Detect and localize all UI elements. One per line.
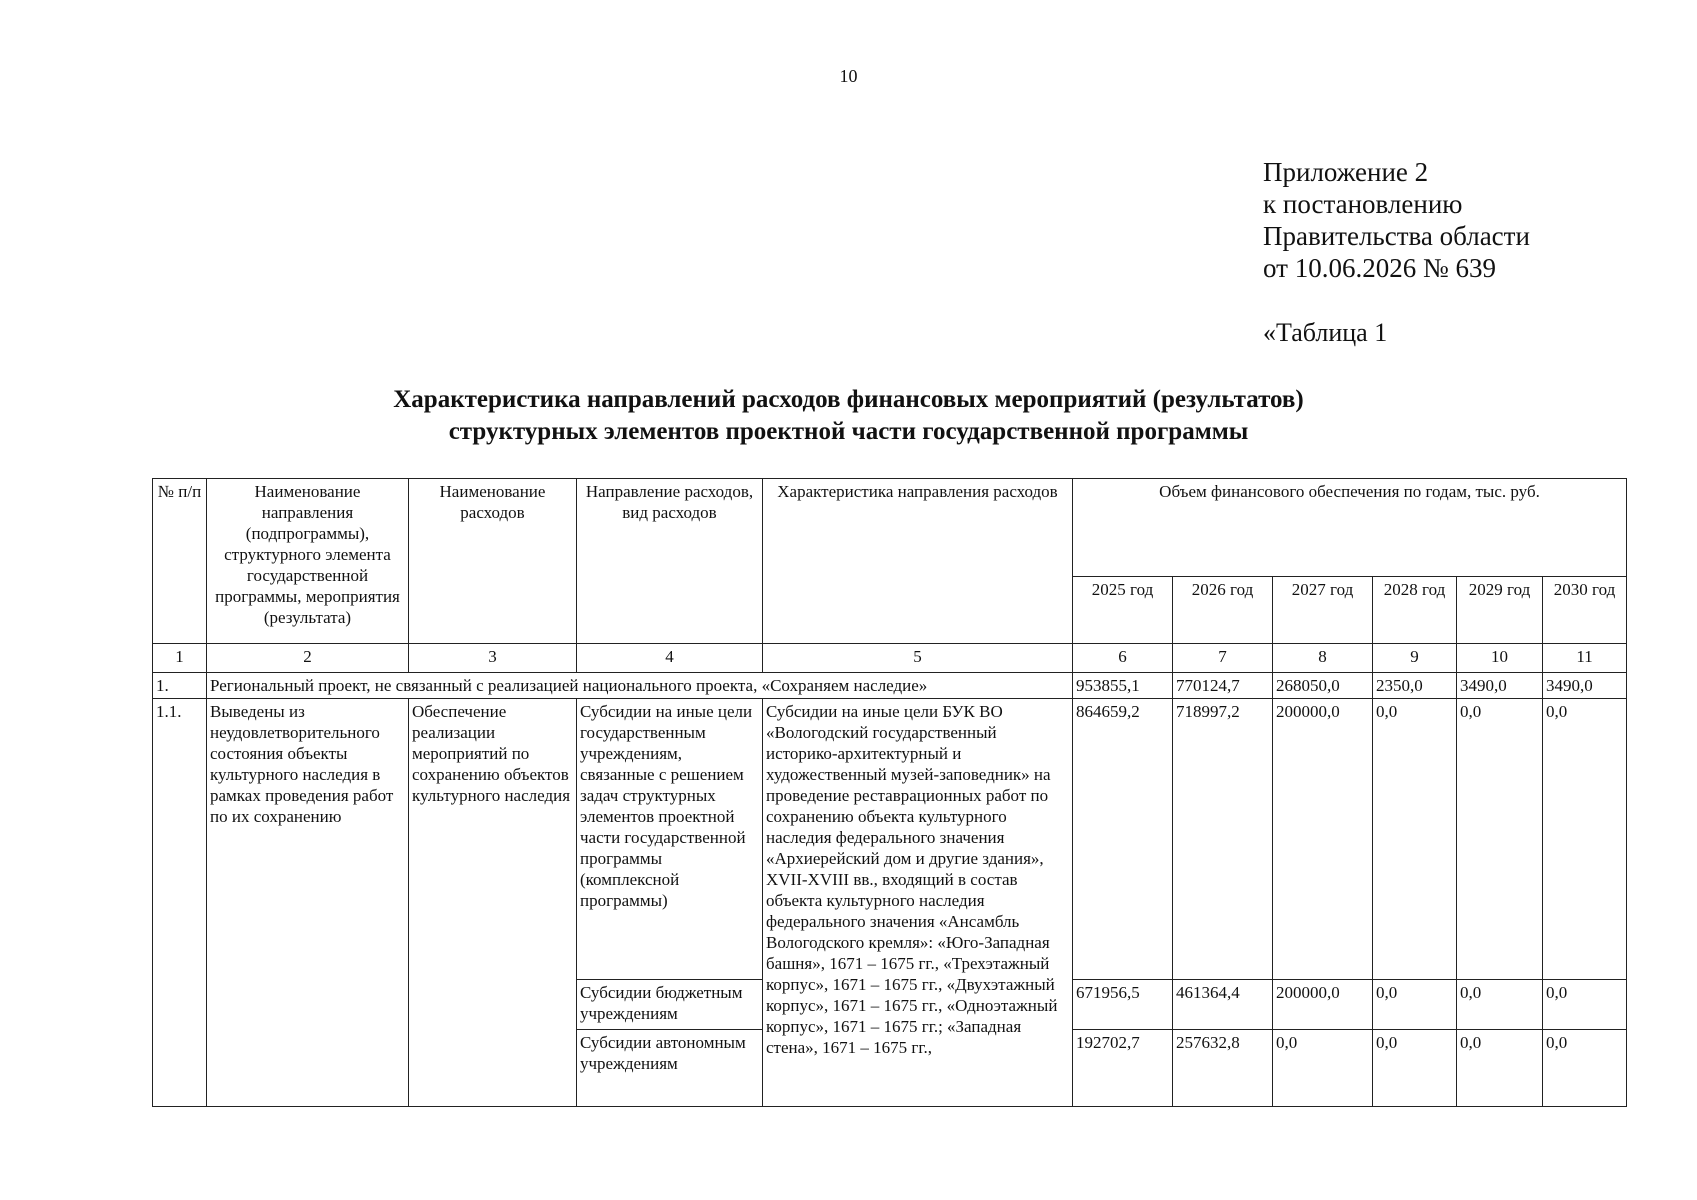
value-cell: 770124,7 — [1173, 673, 1273, 699]
project-name: Региональный проект, не связанный с реализацией национального проекта, «Сохраняем наследие» — [207, 673, 1073, 699]
expense-direction: Субсидии бюджетным учреждениям — [577, 980, 763, 1030]
page-number: 10 — [839, 66, 858, 86]
header-expense-direction: Направление расходов, вид расходов — [577, 479, 763, 644]
column-number: 9 — [1373, 644, 1457, 673]
title-line: структурных элементов проектной части государственной программы — [448, 418, 1249, 445]
value-cell: 718997,2 — [1173, 699, 1273, 980]
column-number: 1 — [153, 644, 207, 673]
value-cell: 0,0 — [1457, 980, 1543, 1030]
value-cell: 200000,0 — [1273, 699, 1373, 980]
column-number: 10 — [1457, 644, 1543, 673]
row-num: 1. — [153, 673, 207, 699]
column-number: 4 — [577, 644, 763, 673]
column-number: 8 — [1273, 644, 1373, 673]
header-expense-name: Наименование расходов — [409, 479, 577, 644]
header-year: 2026 год — [1173, 576, 1273, 643]
value-cell: 192702,7 — [1073, 1030, 1173, 1107]
value-cell: 0,0 — [1373, 1030, 1457, 1107]
value-cell: 0,0 — [1543, 1030, 1627, 1107]
direction-name: Выведены из неудовлетворительного состояния объекты культурного наследия в рамках проведения работ по их сохранению — [207, 699, 409, 1107]
row-num: 1.1. — [153, 699, 207, 1107]
header-year: 2025 год — [1073, 576, 1173, 643]
appendix-line: Правительства области — [1263, 221, 1530, 251]
document-title — [0, 384, 1697, 448]
value-cell: 268050,0 — [1273, 673, 1373, 699]
column-number: 11 — [1543, 644, 1627, 673]
value-cell: 0,0 — [1457, 699, 1543, 980]
header-year: 2027 год — [1273, 576, 1373, 643]
header-num: № п/п — [153, 479, 207, 644]
value-cell: 953855,1 — [1073, 673, 1173, 699]
header-direction-name: Наименование направления (подпрограммы), структурного элемента государственной программы, мероприятия (результата) — [207, 479, 409, 644]
value-cell: 2350,0 — [1373, 673, 1457, 699]
column-number: 6 — [1073, 644, 1173, 673]
value-cell: 200000,0 — [1273, 980, 1373, 1030]
header-funding: Объем финансового обеспечения по годам, тыс. руб. — [1073, 479, 1627, 577]
header-year: 2029 год — [1457, 576, 1543, 643]
value-cell: 0,0 — [1373, 699, 1457, 980]
value-cell: 671956,5 — [1073, 980, 1173, 1030]
column-number: 5 — [763, 644, 1073, 673]
table-row — [153, 673, 1627, 699]
value-cell: 864659,2 — [1073, 699, 1173, 980]
value-cell: 0,0 — [1273, 1030, 1373, 1107]
appendix-line: к постановлению — [1263, 189, 1463, 219]
header-year: 2030 год — [1543, 576, 1627, 643]
value-cell: 0,0 — [1543, 980, 1627, 1030]
value-cell: 0,0 — [1457, 1030, 1543, 1107]
title-line: Характеристика направлений расходов финансовых мероприятий (результатов) — [393, 386, 1304, 413]
expense-name: Обеспечение реализации мероприятий по сохранению объектов культурного наследия — [409, 699, 577, 1107]
value-cell: 461364,4 — [1173, 980, 1273, 1030]
header-year: 2028 год — [1373, 576, 1457, 643]
header-characteristic: Характеристика направления расходов — [763, 479, 1073, 644]
expense-direction: Субсидии автономным учреждениям — [577, 1030, 763, 1107]
appendix-line: от 10.06.2026 № 639 — [1263, 253, 1496, 283]
table-label: «Таблица 1 — [1263, 318, 1388, 347]
expense-direction: Субсидии на иные цели государственным учреждениям, связанные с решением задач структурных элементов проектной части государственной программы (комплексной программы) — [577, 699, 763, 980]
column-number: 3 — [409, 644, 577, 673]
appendix-block — [1263, 156, 1530, 284]
funding-table — [152, 478, 1627, 1107]
appendix-line: Приложение 2 — [1263, 157, 1429, 187]
value-cell: 0,0 — [1543, 699, 1627, 980]
table-row — [153, 699, 1627, 980]
value-cell: 0,0 — [1373, 980, 1457, 1030]
value-cell: 257632,8 — [1173, 1030, 1273, 1107]
column-number: 7 — [1173, 644, 1273, 673]
column-number: 2 — [207, 644, 409, 673]
value-cell: 3490,0 — [1543, 673, 1627, 699]
characteristic: Субсидии на иные цели БУК ВО «Вологодский государственный историко-архитектурный и художественный музей-заповедник» на проведение реставрационных работ по сохранению объекта культурного наследия федерального значения «Архиерейский дом и другие здания», XVII-XVIII вв., входящий в состав объекта культурного наследия федерального значения «Ансамбль Вологодского кремля»: «Юго-Западная башня», 1671 – 1675 гг., «Трехэтажный корпус», 1671 – 1675 гг., «Двухэтажный корпус», 1671 – 1675 гг., «Одноэтажный корпус», 1671 – 1675 гг.; «Западная стена», 1671 – 1675 гг., — [763, 699, 1073, 1107]
value-cell: 3490,0 — [1457, 673, 1543, 699]
